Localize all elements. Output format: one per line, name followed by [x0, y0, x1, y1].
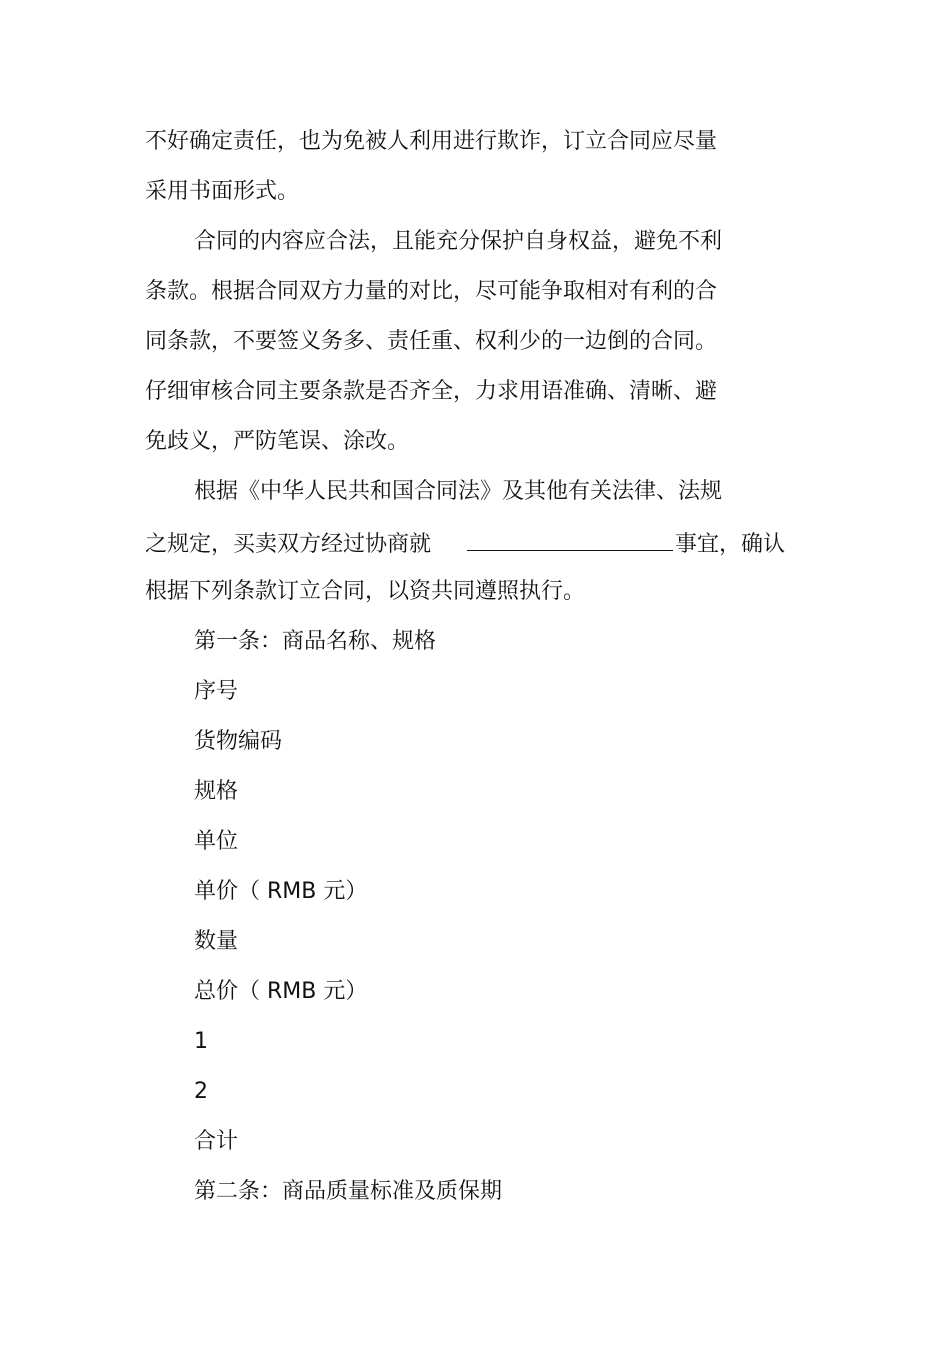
paragraph2-line5: 免歧义，严防笔误、涂改。 [145, 429, 410, 454]
paragraph3-line2-before: 之规定，买卖双方经过协商就 [145, 532, 432, 557]
paragraph3-line2 [145, 530, 785, 557]
table-row-number: 2 [194, 1079, 208, 1104]
table-header-item: 规格 [194, 779, 239, 804]
paragraph2-line1: 合同的内容应合法，且能充分保护自身权益，避免不利 [194, 229, 723, 254]
table-header-item: 单位 [194, 829, 239, 854]
article1-title: 第一条：商品名称、规格 [194, 629, 437, 654]
paragraph3-line1: 根据《中华人民共和国合同法》及其他有关法律、法规 [194, 479, 723, 504]
table-header-item: 总价（ RMB 元） [194, 979, 368, 1004]
table-header-item: 数量 [194, 929, 239, 954]
paragraph2-line4: 仔细审核合同主要条款是否齐全，力求用语准确、清晰、避 [145, 379, 718, 404]
table-header-item: 单价（ RMB 元） [194, 879, 368, 904]
paragraph2-line2: 条款。根据合同双方力量的对比，尽可能争取相对有利的合 [145, 279, 718, 304]
fill-in-blank-line [467, 530, 673, 551]
paragraph3-line2-after: 事宜，确认 [675, 532, 786, 557]
article2-title: 第二条：商品质量标准及质保期 [194, 1179, 503, 1204]
paragraph1-line1: 不好确定责任，也为免被人利用进行欺诈，订立合同应尽量 [145, 129, 718, 154]
table-total-label: 合计 [194, 1129, 239, 1154]
paragraph2-line3: 同条款，不要签义务多、责任重、权利少的一边倒的合同。 [145, 329, 718, 354]
paragraph1-line2: 采用书面形式。 [145, 179, 300, 204]
paragraph3-line3: 根据下列条款订立合同，以资共同遵照执行。 [145, 579, 586, 604]
table-header-item: 货物编码 [194, 729, 283, 754]
table-row-number: 1 [194, 1029, 208, 1054]
table-header-item: 序号 [194, 679, 239, 704]
